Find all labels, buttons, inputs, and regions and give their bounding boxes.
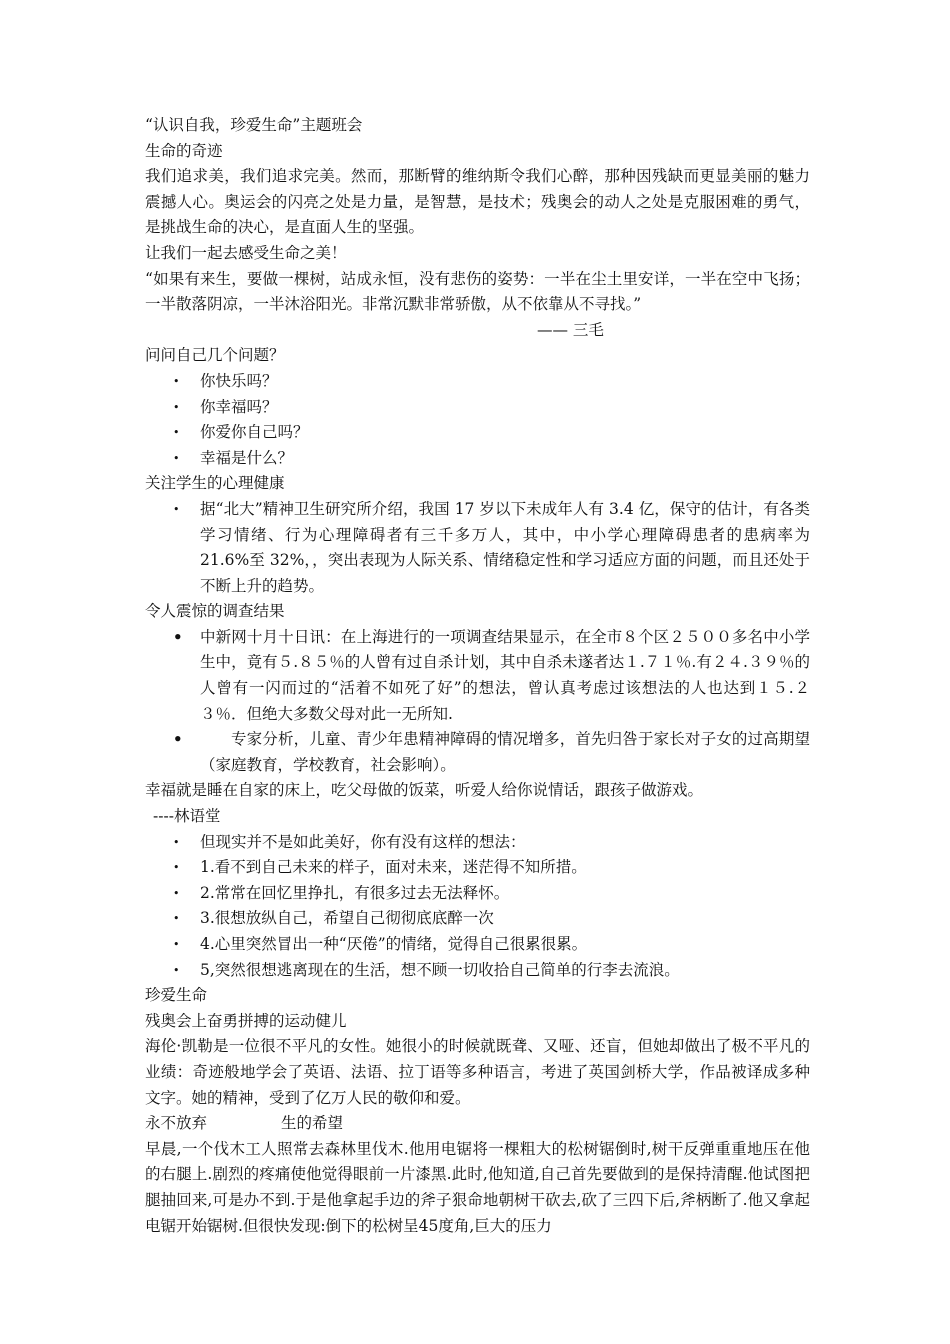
survey-list <box>145 625 810 779</box>
heading-mental-health: 关注学生的心理健康 <box>145 474 285 493</box>
heading-right: 生的希望 <box>281 1114 344 1133</box>
bullet-icon: • <box>173 374 180 388</box>
happiness-author: ----林语堂 <box>153 807 221 826</box>
mental-health-list <box>145 497 810 599</box>
list-item: • 4.心里突然冒出一种“厌倦”的情绪，觉得自己很累很累。 <box>145 932 810 958</box>
list-item: • 据“北大”精神卫生研究所介绍，我国 17 岁以下未成年人有 3.4 亿，保守的估计，有各类学习情绪、行为心理障碍者有三千多万人，其中，中小学心理障碍患者的患病率为 21.6%至 32%，，突出表现为人际关系、情绪稳定性和学习适应方面的问题，而且还处于不断上升的趋势。 <box>145 497 810 599</box>
bullet-icon: • <box>173 861 180 875</box>
list-item: • 5,突然很想逃离现在的生活，想不顾一切收拾自己简单的行李去流浪。 <box>145 958 810 984</box>
bullet-icon: • <box>173 963 180 977</box>
bullet-icon: • <box>173 835 180 849</box>
invite-line: 让我们一起去感受生命之美！ <box>145 243 347 262</box>
list-item: • 你幸福吗？ <box>145 395 810 421</box>
bullet-icon: • <box>173 912 180 926</box>
list-item: • 3.很想放纵自己，希望自己彻彻底底醉一次 <box>145 906 810 932</box>
bullet-icon: • <box>173 730 183 749</box>
list-item: • 但现实并不是如此美好，你有没有这样的想法： <box>145 830 810 856</box>
bullet-icon: • <box>173 627 183 646</box>
list-item: • 专家分析，儿童、青少年患精神障碍的情况增多，首先归咎于家长对子女的过高期望（家庭教育，学校教育，社会影响）。 <box>145 727 810 778</box>
thoughts-list <box>145 830 810 984</box>
list-item: • 幸福是什么？ <box>145 446 810 472</box>
bullet-icon: • <box>173 451 180 465</box>
document-title: “认识自我，珍爱生命”主题班会 <box>145 116 363 134</box>
sanmao-quote: “如果有来生，要做一棵树，站成永恒，没有悲伤的姿势：一半在尘土里安详，一半在空中飞扬；一半散落阴凉，一半沐浴阳光。非常沉默非常骄傲，从不依靠从不寻找。” <box>145 269 810 314</box>
heading-left: 永不放弃 <box>145 1114 208 1133</box>
heading-questions: 问问自己几个问题？ <box>145 346 285 365</box>
heading-survey: 令人震惊的调查结果 <box>145 602 285 621</box>
list-item: • 中新网十月十日讯：在上海进行的一项调查结果显示，在全市８个区２５００多名中小学生中，竟有５.８５％的人曾有过自杀计划，其中自杀未遂者达１.７１％.有２４.３９％的人曾有一闪而过的“活着不如死了好”的想法，曾认真考虑过该想法的人也达到１５.２３％．但绝大多数父母对此一无所知. <box>145 625 810 727</box>
bullet-icon: • <box>173 886 180 900</box>
document-page <box>145 113 810 1239</box>
list-item: • 1.看不到自己未来的样子，面对未来，迷茫得不知所措。 <box>145 855 810 881</box>
heading-never-give-up <box>145 1111 810 1137</box>
paragraph-beauty: 我们追求美，我们追求完美。然而，那断臂的维纳斯令我们心醉，那种因残缺而更显美丽的魅力震撼人心。奥运会的闪亮之处是力量，是智慧，是技术；残奥会的动人之处是克服困难的勇气，是挑战生命的决心，是直面人生的坚强。 <box>145 167 810 237</box>
paragraph-lumberjack: 早晨,一个伐木工人照常去森林里伐木.他用电锯将一棵粗大的松树锯倒时,树干反弹重重地压在他的右腿上.剧烈的疼痛使他觉得眼前一片漆黑.此时,他知道,自己首先要做到的是保持清醒.他试图把腿抽回来,可是办不到.于是他拿起手边的斧子狠命地朝树干砍去,砍了三四下后,斧柄断了.他又拿起电锯开始锯树.但很快发现:倒下的松树呈45度角,巨大的压力 <box>145 1139 810 1235</box>
quote-author: —— 三毛 <box>537 320 604 339</box>
heading-cherish: 珍爱生命 <box>145 986 208 1005</box>
heading-miracle: 生命的奇迹 <box>145 141 223 160</box>
bullet-icon: • <box>173 502 180 516</box>
subheading-athletes: 残奥会上奋勇拼搏的运动健儿 <box>145 1011 347 1030</box>
list-item: • 你快乐吗？ <box>145 369 810 395</box>
bullet-icon: • <box>173 426 180 440</box>
question-list <box>145 369 810 471</box>
list-item: • 你爱你自己吗？ <box>145 420 810 446</box>
bullet-icon: • <box>173 400 180 414</box>
list-item: • 2.常常在回忆里挣扎，有很多过去无法释怀。 <box>145 881 810 907</box>
bullet-icon: • <box>173 938 180 951</box>
paragraph-keller: 海伦·凯勒是一位很不平凡的女性。她很小的时候就既聋、又哑、还盲，但她却做出了极不平凡的业绩：奇迹般地学会了英语、法语、拉丁语等多种语言，考进了英国剑桥大学，作品被译成多种文字。她的精神，受到了亿万人民的敬仰和爱。 <box>145 1037 810 1107</box>
happiness-quote: 幸福就是睡在自家的床上，吃父母做的饭菜，听爱人给你说情话，跟孩子做游戏。 <box>145 781 704 800</box>
